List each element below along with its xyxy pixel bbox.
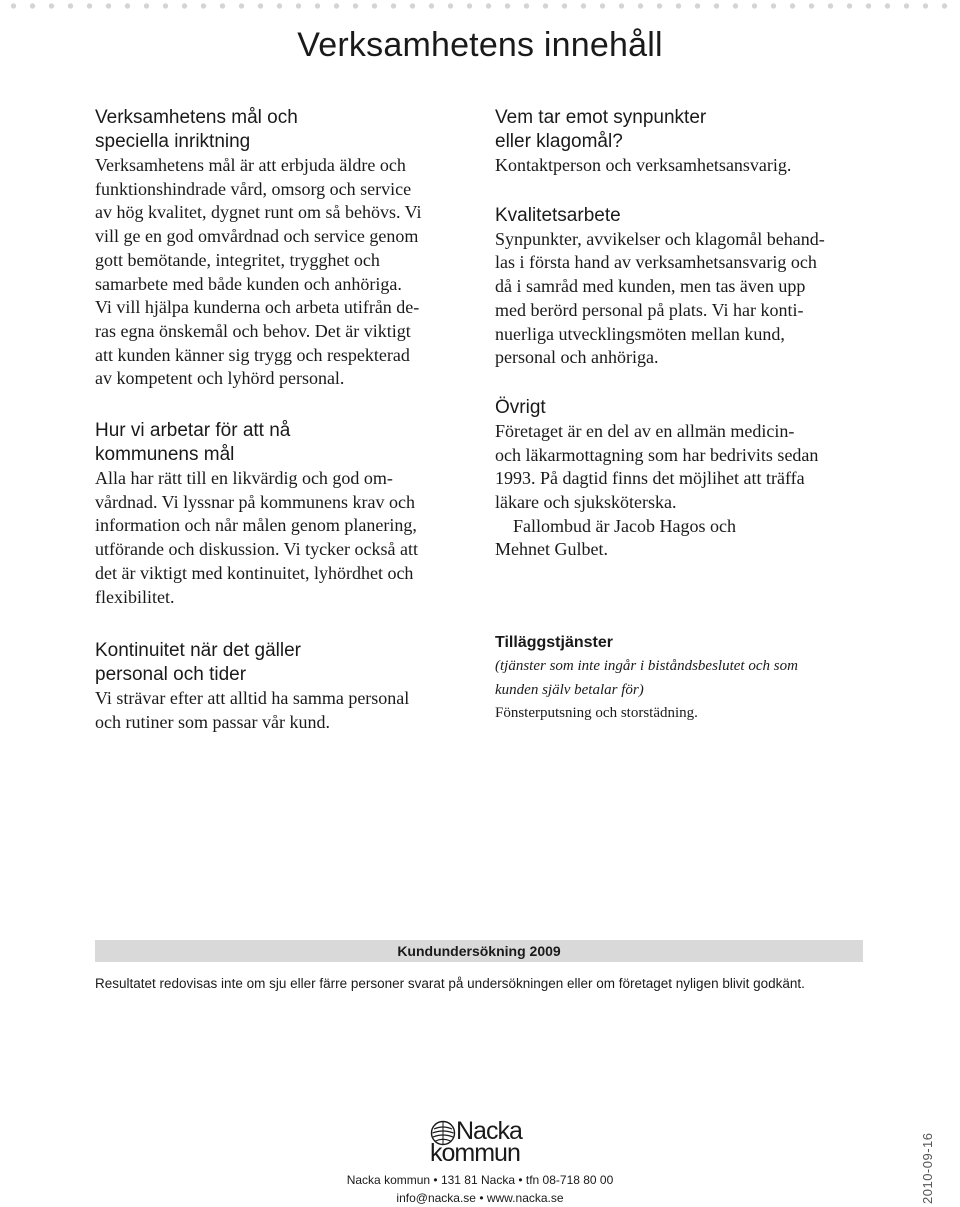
section-heading: Verksamhetens mål och speciella inriktning [95,107,298,152]
section-heading: Vem tar emot synpunkter eller klagomål? [495,107,707,152]
right-column [495,106,865,748]
section-extra-services [495,632,865,724]
survey-heading: Kundundersökning 2009 [95,940,863,962]
footer-address: Nacka kommun • 131 81 Nacka • tfn 08-718 80 00 [346,1173,614,1187]
page-title: Verksamhetens innehåll [297,26,663,64]
section-heading: Kvalitetsarbete [495,204,621,226]
nacka-logo [430,1118,540,1168]
section-body: Företaget är en del av en allmän medicin- och läkarmottagning som har bedrivits sedan 1993. På dagtid finns det möjlihet att träffa läkare och sjuksköterska. [495,420,819,513]
dotted-border-top [0,0,960,12]
section-body-ombud: Fallombud är Jacob Hagos och Mehnet Gulbet. [495,515,736,560]
section-body: Verksamhetens mål är att erbjuda äldre och funktionshindrade vård, omsorg och service av hög kvalitet, dygnet runt om så behövs. Vi vill ge en god omvårdnad och service genom gott bemötande, integritet, trygghet och samarbete med både kunden och anhöriga. Vi vill hjälpa kunderna och arbeta utifrån de- ras egna önskemål och behov. Det är viktigt att kunden känner sig trygg och respekterad av kompetent och lyhörd personal. [95,155,422,389]
extra-services-heading: Tilläggstjänster [495,634,613,652]
footer-contact: info@nacka.se • www.nacka.se [396,1191,564,1205]
section-body: Synpunkter, avvikelser och klagomål behand- las i första hand av verksamhetsansvarig och då i samråd med kunden, men tas även upp med berörd personal på plats. Vi har konti- nuerliga utvecklingsmöten mellan kund, personal och anhöriga. [495,228,825,368]
document-date: 2010-09-16 [920,1132,935,1204]
section-heading: Övrigt [495,396,546,418]
section-quality [495,204,865,370]
extra-services-note: (tjänster som inte ingår i biståndsbeslutet och som kunden själv betalar för) [495,658,798,699]
section-body: Vi strävar efter att alltid ha samma personal och rutiner som passar vår kund. [95,688,410,732]
section-heading: Kontinuitet när det gäller personal och tider [95,640,301,686]
section-other [495,396,865,562]
section-methods [95,419,470,609]
section-body: Kontaktperson och verksamhetsansvarig. [495,155,792,175]
logo-text-nacka: Nacka [456,1117,522,1145]
extra-services-body: Fönsterputsning och storstädning. [495,705,698,722]
survey-text: Resultatet redovisas inte om sju eller färre personer svarat på undersökningen eller om företaget nyligen blivit godkänt. [95,976,805,991]
section-continuity [95,639,470,734]
left-column [95,106,470,759]
section-heading: Hur vi arbetar för att nå kommunens mål [95,420,291,466]
section-feedback [495,106,865,178]
section-body: Alla har rätt till en likvärdig och god om- vårdnad. Vi lyssnar på kommunens krav och information och når målen genom planering, utförande och diskussion. Vi tycker också att det är viktigt med kontinuitet, lyhördhet och flexibilitet. [95,468,419,607]
logo-text-kommun: kommun [430,1139,520,1167]
section-goals [95,106,470,391]
